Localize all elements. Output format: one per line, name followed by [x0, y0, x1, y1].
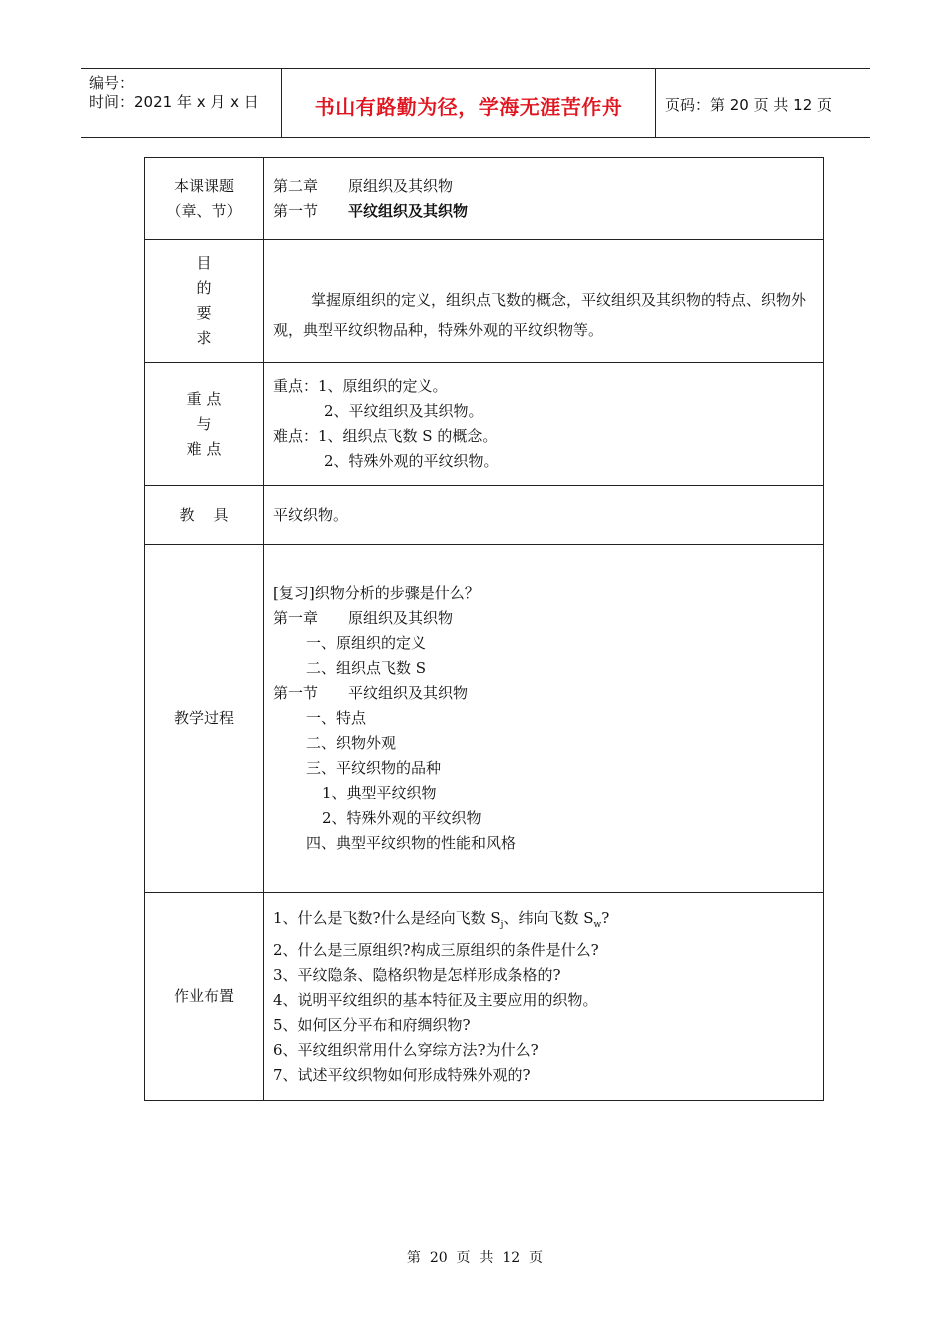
topic-label-line2: （章、节）	[166, 201, 242, 220]
page-footer: 第 20 页 共 12 页	[406, 1250, 544, 1266]
homework-question: 7、试述平纹织物如何形成特殊外观的?	[273, 1065, 531, 1084]
goal-row	[145, 240, 824, 363]
goal-value	[264, 240, 824, 363]
homework-row	[145, 893, 824, 1101]
key-label-line1: 重 点	[186, 389, 222, 408]
process-row	[145, 545, 824, 893]
key-line: 2、特殊外观的平纹织物。	[324, 452, 499, 470]
time-label: 时间：2021 年 x 月 x 日	[89, 93, 259, 111]
process-chapter-title: 原组织及其织物	[348, 609, 454, 627]
homework-question: 3、平纹隐条、隐格织物是怎样形成条格的?	[273, 965, 561, 984]
q1-text: 1、什么是飞数?什么是经向飞数 S	[273, 908, 501, 927]
key-line: 2、平纹组织及其织物。	[324, 402, 484, 420]
section-number: 第一节	[273, 201, 319, 220]
homework-question: 4、说明平纹组织的基本特征及主要应用的织物。	[273, 990, 598, 1009]
process-value	[264, 545, 824, 893]
q1-subscript-j: j	[500, 919, 504, 930]
homework-question: 6、平纹组织常用什么穿综方法?为什么?	[273, 1040, 539, 1059]
homework-value	[264, 893, 824, 1101]
key-row	[145, 363, 824, 486]
motto-text: 书山有路勤为径，学海无涯苦作舟	[314, 95, 623, 119]
topic-row	[145, 158, 824, 240]
page-info: 页码：第 20 页 共 12 页	[665, 96, 833, 114]
goal-label-char: 目	[196, 254, 212, 272]
header-motto-cell	[281, 69, 656, 137]
key-line: 重点：1、原组织的定义。	[273, 377, 448, 395]
goal-label-char: 的	[196, 279, 212, 297]
topic-label-line1: 本课课题	[173, 176, 234, 195]
key-line: 难点：1、组织点飞数 S 的概念。	[273, 427, 498, 445]
header-page-cell	[655, 69, 870, 137]
outline-item: 四、典型平纹织物的性能和风格	[306, 834, 517, 852]
tools-row	[145, 486, 824, 545]
tools-label: 教 具	[145, 486, 264, 545]
outline-item: 一、原组织的定义	[306, 634, 427, 652]
q1-end: ?	[601, 908, 610, 927]
process-section-line	[273, 681, 823, 706]
lesson-plan-table	[144, 157, 824, 1101]
key-label-line3: 难 点	[186, 439, 222, 458]
document-header	[81, 68, 870, 138]
key-label-line2: 与	[196, 414, 212, 433]
goal-label	[145, 240, 264, 363]
tools-value: 平纹织物。	[264, 486, 824, 545]
q1-subscript-w: w	[593, 919, 602, 930]
homework-question: 2、什么是三原组织?构成三原组织的条件是什么?	[273, 940, 599, 959]
outline-item: 三、平纹织物的品种	[306, 759, 442, 777]
process-chapter-line	[273, 606, 823, 631]
process-label: 教学过程	[145, 545, 264, 893]
outline-item: 二、组织点飞数 S	[306, 659, 427, 677]
section-title: 平纹组织及其织物	[348, 201, 469, 220]
chapter-title: 原组织及其织物	[348, 176, 454, 195]
outline-subitem: 1、典型平纹织物	[322, 784, 437, 802]
topic-label	[145, 158, 264, 240]
header-meta-cell	[81, 69, 281, 137]
process-section-title: 平纹组织及其织物	[348, 684, 469, 702]
goal-text: 掌握原组织的定义，组织点飞数的概念，平纹组织及其织物的特点、织物外观，典型平纹织物品种，特殊外观的平纹织物等。	[273, 291, 807, 339]
outline-item: 二、织物外观	[306, 734, 397, 752]
key-label	[145, 363, 264, 486]
chapter-number: 第二章	[273, 176, 319, 195]
outline-item: 一、特点	[306, 709, 367, 727]
goal-label-char: 要	[196, 304, 212, 322]
process-section-number: 第一节	[273, 684, 319, 702]
number-label: 编号：	[89, 74, 135, 92]
homework-question: 5、如何区分平布和府绸织物?	[273, 1015, 471, 1034]
homework-label: 作业布置	[145, 893, 264, 1101]
process-chapter-number: 第一章	[273, 609, 319, 627]
section-line	[273, 199, 823, 224]
homework-question	[273, 906, 823, 938]
key-value	[264, 363, 824, 486]
goal-label-char: 求	[196, 329, 212, 347]
q1-mid: 、纬向飞数 S	[503, 908, 594, 927]
chapter-line	[273, 174, 823, 199]
review-line: [复习]织物分析的步骤是什么？	[273, 584, 480, 602]
outline-subitem: 2、特殊外观的平纹织物	[322, 809, 482, 827]
topic-value	[264, 158, 824, 240]
